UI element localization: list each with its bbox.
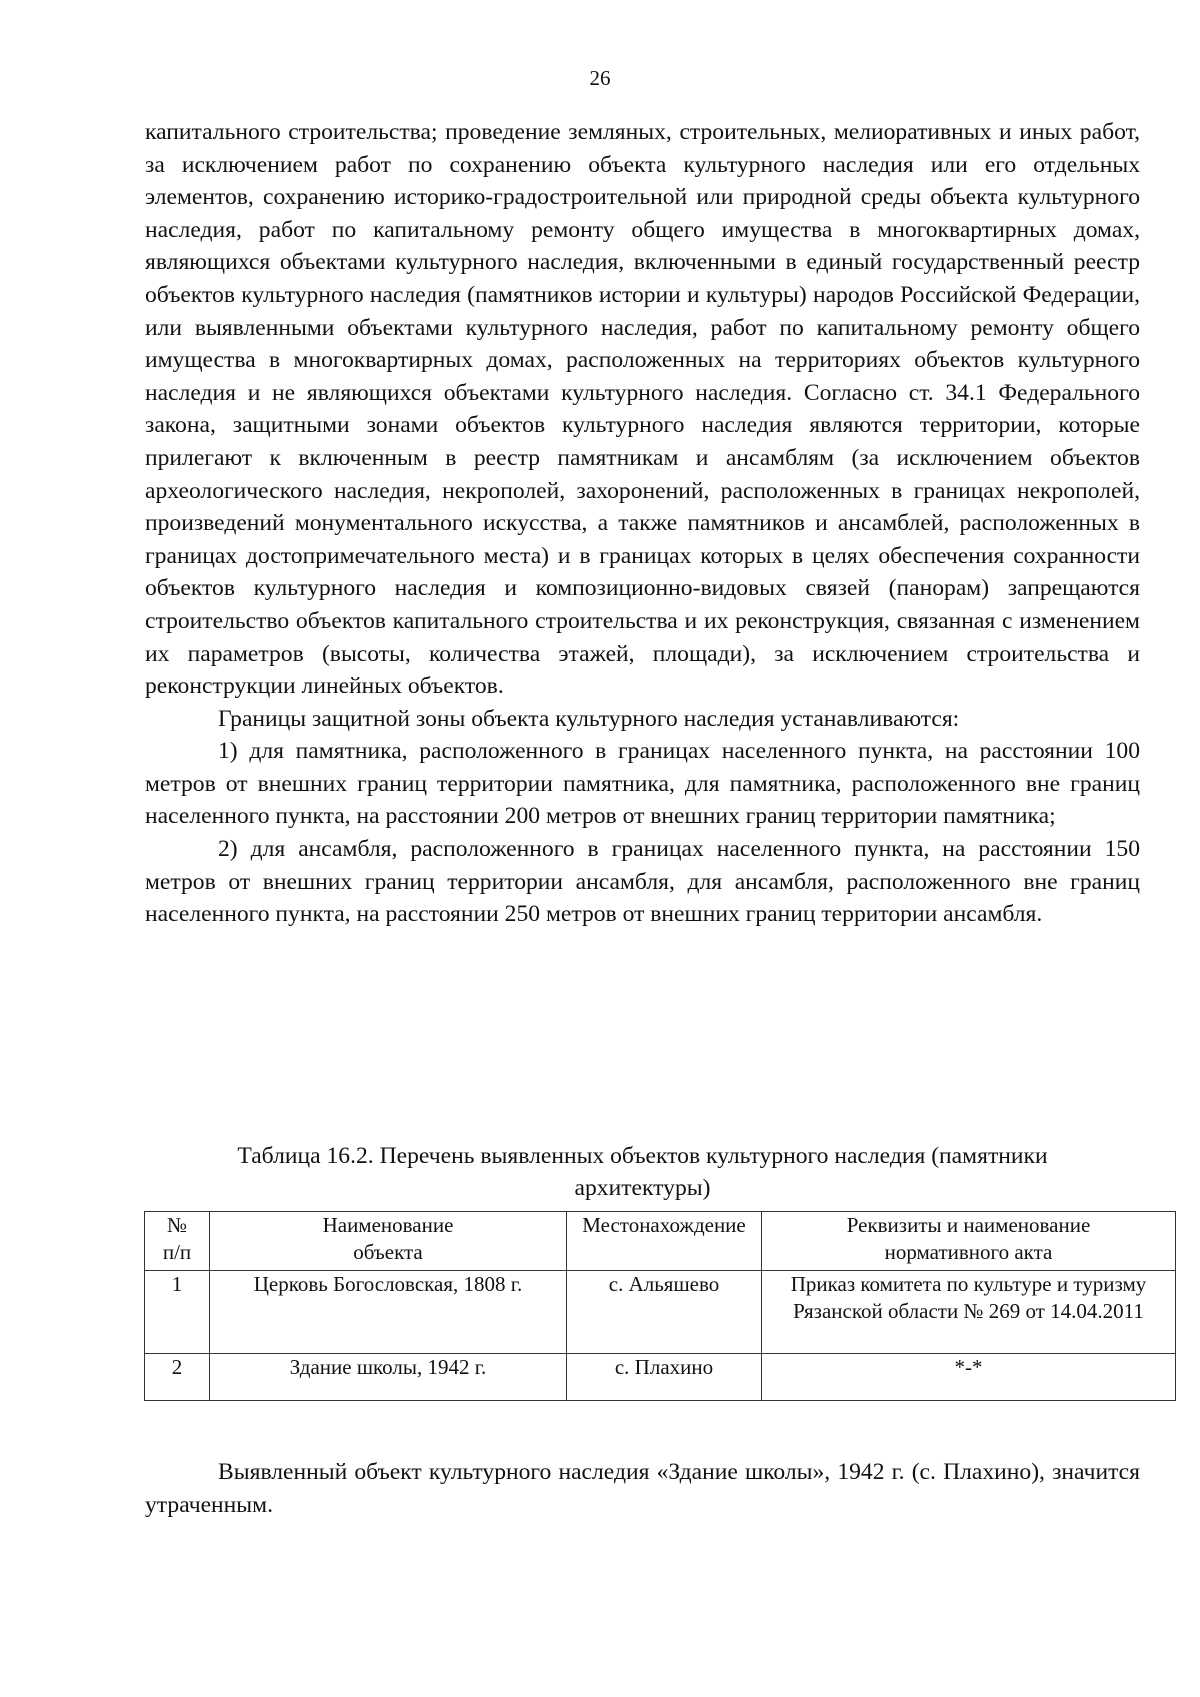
paragraph-zone-boundaries: Границы защитной зоны объекта культурного наследия устанавливаются: xyxy=(218,705,960,732)
table-caption-line: Таблица 16.2. Перечень выявленных объектов культурного наследия (памятники xyxy=(237,1143,1048,1169)
paragraph-continuation: капитального строительства; проведение земляных, строительных, мелиоративных и иных работ, за исключением работ по сохранению объекта культурного наследия или его отдельных элементов, сохранению историко-градостроительной или природной среды объекта культурного наследия, работ по капитальному ремонту общего имущества в многоквартирных домах, являющихся объектами культурного наследия, включенными в единый государственный реестр объектов культурного наследия (памятников истории и культуры) народов Российской Федерации, или выявленными объектами культурного наследия, работ по капитальному ремонту общего имущества в многоквартирных домах, расположенных на территориях объектов культурного наследия и не являющихся объектами культурного наследия. Согласно ст. 34.1 Федерального закона, защитными зонами объектов культурного наследия являются территории, которые прилегают к включенным в реестр памятникам и ансамблям (за исключением объектов археологического наследия, некрополей, захоронений, расположенных в границах некрополей, произведений монументального искусства, а также памятников и ансамблей, расположенных в границах достопримечательного места) и в границах которых в целях обеспечения сохранности объектов культурного наследия и композиционно-видовых связей (панорам) запрещаются строительство объектов капитального строительства и их реконструкция, связанная с изменением их параметров (высоты, количества этажей, площади), за исключением строительства и реконструкции линейных объектов. xyxy=(145,119,1140,700)
cell-document: *-* xyxy=(762,1354,1176,1401)
body-text xyxy=(145,116,1140,931)
cell-document: Приказ комитета по культуре и туризму Рязанской области № 269 от 14.04.2011 xyxy=(762,1271,1176,1354)
paragraph-monument-rule: 1) для памятника, расположенного в границах населенного пункта, на расстоянии 100 метров от внешних границ территории памятника, для памятника, расположенного вне границ населенного пункта, на расстоянии 200 метров от внешних границ территории памятника; xyxy=(145,738,1140,830)
header-number: № п/п xyxy=(145,1212,210,1271)
table-header-row xyxy=(145,1212,1176,1271)
table-row xyxy=(145,1271,1176,1354)
table-row xyxy=(145,1354,1176,1401)
cell-location: с. Плахино xyxy=(567,1354,762,1401)
page-number: 26 xyxy=(589,66,611,90)
heritage-objects-table xyxy=(144,1211,1176,1401)
cell-number: 1 xyxy=(145,1271,210,1354)
table-caption-line: архитектуры) xyxy=(574,1175,711,1201)
paragraph-ensemble-rule: 2) для ансамбля, расположенного в границах населенного пункта, на расстоянии 150 метров от внешних границ территории ансамбля, для ансамбля, расположенного вне границ населенного пункта, на расстоянии 250 метров от внешних границ территории ансамбля. xyxy=(145,836,1140,928)
cell-location: с. Альяшево xyxy=(567,1271,762,1354)
closing-text xyxy=(145,1456,1140,1522)
header-document: Реквизиты и наименование нормативного акта xyxy=(762,1212,1176,1271)
header-object-name: Наименование объекта xyxy=(210,1212,567,1271)
cell-number: 2 xyxy=(145,1354,210,1401)
cell-object-name: Церковь Богословская, 1808 г. xyxy=(210,1271,567,1354)
table-caption xyxy=(145,1140,1140,1204)
paragraph-lost-object: Выявленный объект культурного наследия «Здание школы», 1942 г. (с. Плахино), значится утраченным. xyxy=(145,1459,1140,1518)
header-location: Местонахождение xyxy=(567,1212,762,1271)
cell-object-name: Здание школы, 1942 г. xyxy=(210,1354,567,1401)
